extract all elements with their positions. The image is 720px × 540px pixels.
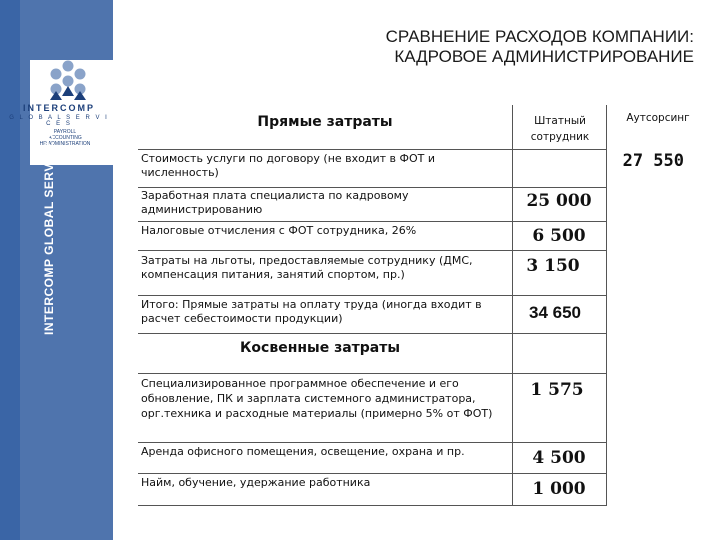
total-direct-value: 34 650 bbox=[529, 303, 581, 322]
row-hiring-label: Найм, обучение, удержание работника bbox=[141, 476, 371, 489]
brand-name: INTERCOMP bbox=[23, 103, 95, 113]
service-accounting: ACCOUNTING bbox=[48, 135, 82, 141]
brand-services bbox=[20, 129, 110, 147]
brand-vertical-label: INTERCOMP GLOBAL SERVICES bbox=[42, 133, 56, 335]
grid-line bbox=[138, 505, 607, 506]
title-line-1: СРАВНЕНИЕ РАСХОДОВ КОМПАНИИ: bbox=[385, 27, 694, 46]
service-hr: HR ADMINISTRATION bbox=[39, 141, 91, 147]
grid-line bbox=[138, 187, 607, 188]
software-value: 1 575 bbox=[530, 380, 584, 400]
rent-value: 4 500 bbox=[532, 448, 586, 468]
page-title bbox=[386, 27, 694, 67]
outsourcing-cost-value: 27 550 bbox=[622, 151, 684, 171]
outsourcing-column-header: Аутсорсинг bbox=[626, 112, 690, 124]
row-taxes-label: Налоговые отчисления с ФОТ сотрудника, 26% bbox=[141, 224, 417, 237]
row-contract-label: Стоимость услуги по договору (не входит в ФОТ и численность) bbox=[141, 152, 436, 179]
row-software-label: Специализированное программное обеспечение и его обновление, ПК и зарплата системного администратора, орг.техника и расходные материалы (примерно 5% от ФОТ) bbox=[141, 377, 493, 420]
indirect-costs-header: Косвенные затраты bbox=[239, 340, 401, 356]
hiring-value: 1 000 bbox=[532, 479, 586, 499]
row-salary-label: Заработная плата специалиста по кадровому администрированию bbox=[141, 189, 409, 216]
taxes-value: 6 500 bbox=[532, 226, 586, 246]
grid-line bbox=[138, 373, 607, 374]
direct-costs-header: Прямые затраты bbox=[257, 114, 393, 130]
row-total-label: Итого: Прямые затраты на оплату труда (иногда входит в расчет себестоимости продукции) bbox=[141, 298, 482, 325]
salary-value: 25 000 bbox=[526, 191, 592, 211]
brand-subtitle: G L O B A L S E R V I C E S bbox=[9, 115, 109, 127]
staff-column-header bbox=[514, 113, 606, 145]
grid-line bbox=[138, 442, 607, 443]
title-line-2: КАДРОВОЕ АДМИНИСТРИРОВАНИЕ bbox=[394, 47, 694, 66]
grid-line bbox=[138, 473, 607, 474]
benefits-value: 3 150 bbox=[526, 256, 580, 276]
service-payroll: PAYROLL bbox=[53, 129, 77, 135]
staff-header-line-2: сотрудник bbox=[530, 131, 590, 143]
row-rent-label: Аренда офисного помещения, освещение, охрана и пр. bbox=[141, 445, 465, 458]
row-benefits-label: Затраты на льготы, предоставляемые сотруднику (ДМС, компенсация питания, занятий спортом, пр.) bbox=[141, 254, 473, 281]
grid-line bbox=[606, 105, 607, 505]
grid-line bbox=[138, 295, 607, 296]
grid-line bbox=[138, 333, 607, 334]
grid-line bbox=[138, 250, 607, 251]
staff-header-line-1: Штатный bbox=[534, 115, 586, 127]
grid-line bbox=[138, 149, 607, 150]
sidebar-strip bbox=[0, 0, 20, 540]
sidebar bbox=[0, 0, 113, 540]
grid-line bbox=[138, 221, 607, 222]
